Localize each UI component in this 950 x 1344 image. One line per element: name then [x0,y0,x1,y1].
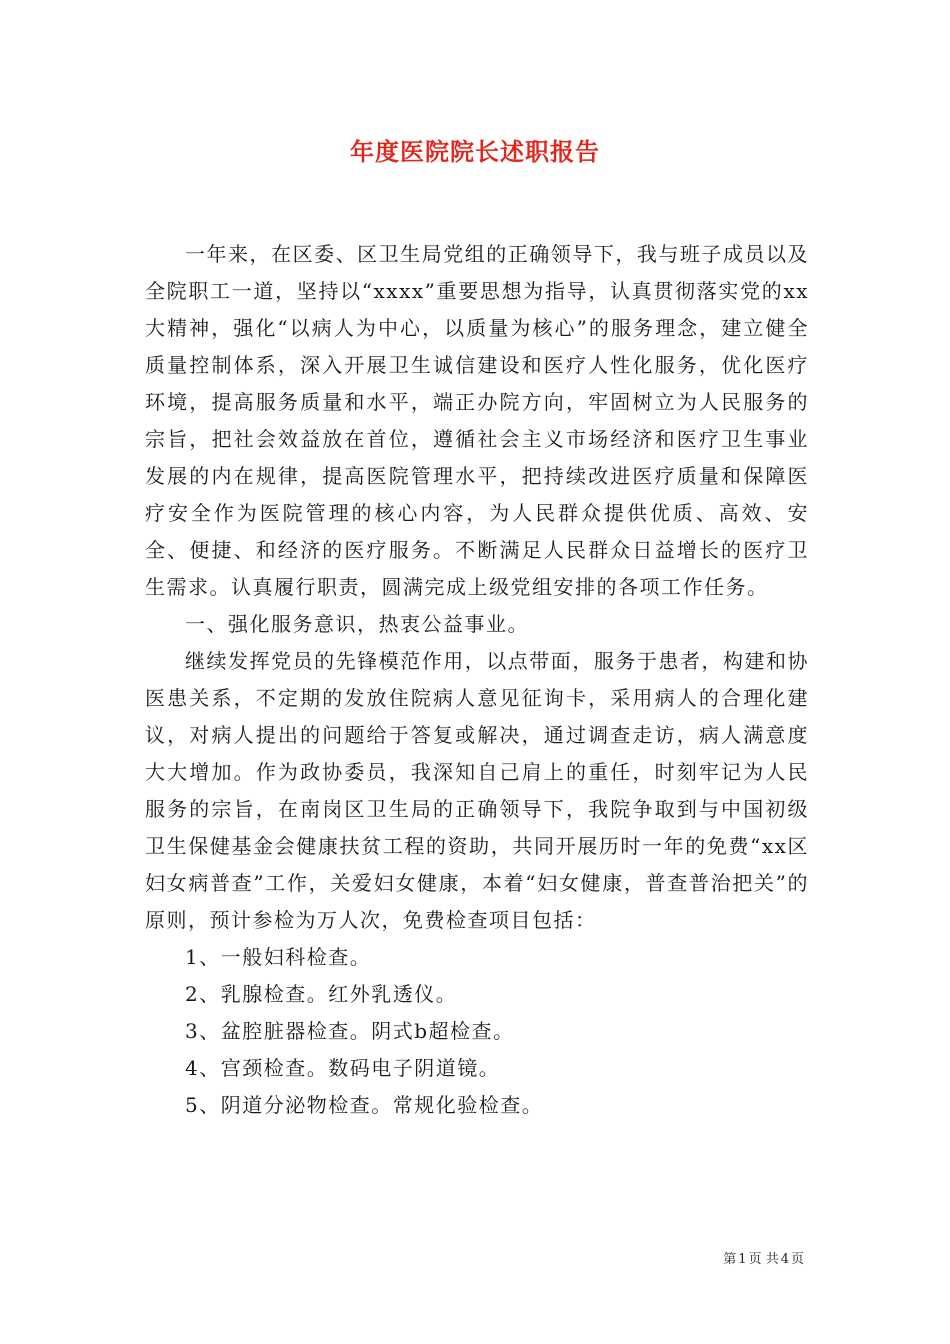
page-label-prefix: 第 [723,1252,737,1267]
page-number-footer [722,1248,805,1267]
list-item-5: 5、阴道分泌物检查。常规化验检查。 [185,1093,544,1117]
page-current: 1 [738,1252,747,1267]
section-heading-1: 一、强化服务意识，热衷公益事业。 [185,612,529,636]
list-item-1: 1、一般妇科检查。 [185,945,372,969]
paragraph-section-1: 继续发挥党员的先锋模范作用，以点带面，服务于患者，构建和协医患关系，不定期的发放住院病人意见征询卡，采用病人的合理化建议，对病人提出的问题给于答复或解决，通过调查走访，病人满意度大大增加。作为政协委员，我深知自己肩上的重任，时刻牢记为人民服务的宗旨，在南岗区卫生局的正确领导下，我院争取到与中国初级卫生保健基金会健康扶贫工程的资助，共同开展历时一年的免费“xx区妇女病普查”工作，关爱妇女健康，本着“妇女健康，普查普治把关”的原则，预计参检为万人次，免费检查项目包括： [145,649,809,932]
page-total: 4 [780,1252,789,1267]
document-body [145,236,809,1124]
paragraph-intro: 一年来，在区委、区卫生局党组的正确领导下，我与班子成员以及全院职工一道，坚持以“xxxx”重要思想为指导，认真贯彻落实党的xx大精神，强化“以病人为中心，以质量为核心”的服务理念，建立健全质量控制体系，深入开展卫生诚信建设和医疗人性化服务，优化医疗环境，提高服务质量和水平，端正办院方向，牢固树立为人民服务的宗旨，把社会效益放在首位，遵循社会主义市场经济和医疗卫生事业发展的内在规律，提高医院管理水平，把持续改进医疗质量和保障医疗安全作为医院管理的核心内容，为人民群众提供优质、高效、安全、便捷、和经济的医疗服务。不断满足人民群众日益增长的医疗卫生需求。认真履行职责，圆满完成上级党组安排的各项工作任务。 [145,242,809,599]
page-label-middle: 页 共 [748,1252,779,1267]
list-item-4: 4、宫颈检查。数码电子阴道镜。 [185,1056,501,1080]
list-item-3: 3、盆腔脏器检查。阴式b超检查。 [185,1019,515,1043]
page-label-suffix: 页 [790,1252,804,1267]
list-item-2: 2、乳腺检查。红外乳透仪。 [185,982,458,1006]
document-title: 年度医院院长述职报告 [350,137,600,166]
